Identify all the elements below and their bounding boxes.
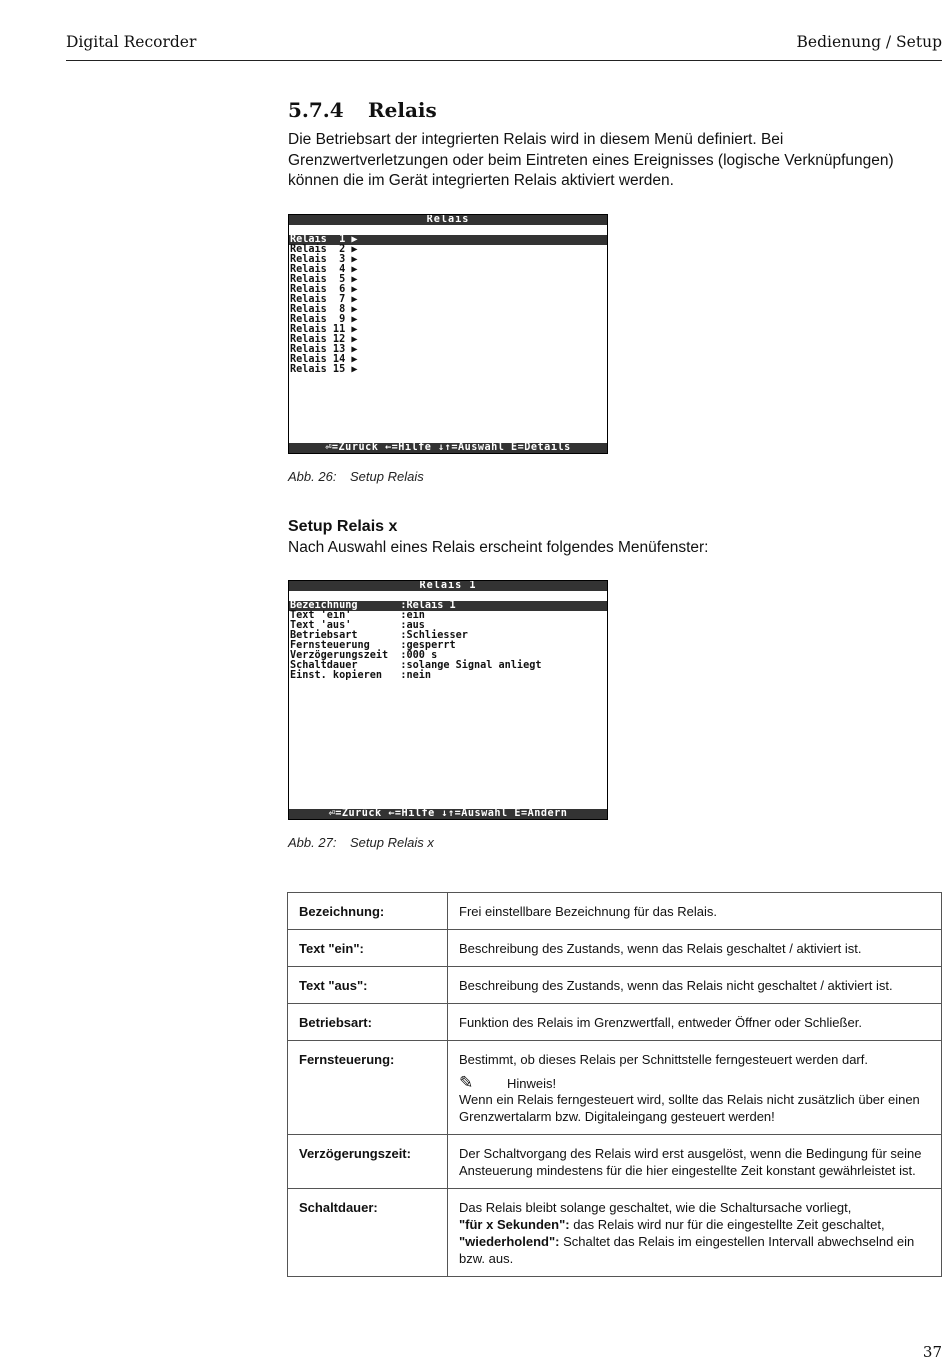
screen-title: Relais — [289, 215, 607, 225]
header-right: Bedienung / Setup — [796, 33, 942, 51]
table-row — [288, 967, 942, 1004]
table-row — [288, 1135, 942, 1189]
param-name: Fernsteuerung: — [288, 1041, 448, 1135]
param-option — [459, 1216, 930, 1233]
menu-item: Relais 14 ▶ — [290, 354, 358, 365]
option-name: "wiederholend": — [459, 1234, 560, 1249]
param-description: Beschreibung des Zustands, wenn das Relais nicht geschaltet / aktiviert ist. — [448, 967, 942, 1004]
menu-item: Verzögerungszeit :000 s — [290, 650, 438, 661]
menu-item: Bezeichnung :Relais 1 — [289, 601, 607, 611]
menu-item: Relais 8 ▶ — [290, 304, 358, 315]
section-number: 5.7.4 — [288, 98, 344, 122]
menu-item: Relais 2 ▶ — [290, 244, 358, 255]
menu-item: Text 'aus' :aus — [290, 620, 425, 631]
section-title — [288, 98, 437, 122]
table-row — [288, 1004, 942, 1041]
hint-text: Wenn ein Relais ferngesteuert wird, sollte das Relais nicht zusätzlich über einen Grenzwertalarm bzw. Digitaleingang gesteuert werden! — [459, 1092, 920, 1124]
menu-item: Relais 15 ▶ — [290, 364, 358, 375]
menu-item: Betriebsart :Schliesser — [290, 630, 468, 641]
page-header — [66, 30, 942, 61]
screen-footer: ⏎=Zurück ←=Hilfe ↓↑=Auswahl E=Details — [289, 443, 607, 453]
param-text: Das Relais bleibt solange geschaltet, wie die Schaltursache vorliegt, — [459, 1200, 852, 1215]
hint-line — [459, 1074, 930, 1091]
header-left: Digital Recorder — [66, 33, 197, 51]
pencil-note-icon: ✎ — [459, 1073, 474, 1092]
figure-caption-27 — [288, 835, 434, 850]
settings-list — [289, 601, 607, 681]
screen-footer: ⏎=Zurück ←=Hilfe ↓↑=Auswahl E=Ändern — [289, 809, 607, 819]
section-intro: Die Betriebsart der integrierten Relais wird in diesem Menü definiert. Bei Grenzwertverletzungen oder beim Eintreten eines Ereignisses (logische Verknüpfungen) können die im Gerät integrierten Relais aktiviert werden. — [288, 131, 894, 189]
subsection-text: Nach Auswahl eines Relais erscheint folgendes Menüfenster: — [288, 539, 709, 556]
parameter-table — [287, 892, 942, 1277]
table-row — [288, 893, 942, 930]
caption-number: Abb. 27: — [288, 835, 337, 850]
option-name: "für x Sekunden": — [459, 1217, 570, 1232]
param-name: Schaltdauer: — [288, 1189, 448, 1277]
menu-item: Relais 7 ▶ — [290, 294, 358, 305]
table-row — [288, 1189, 942, 1277]
menu-item: Text 'ein' :ein — [290, 610, 425, 621]
menu-list — [289, 235, 607, 375]
param-name: Bezeichnung: — [288, 893, 448, 930]
table-row — [288, 930, 942, 967]
option-text: Schaltet das Relais im eingestellen Intervall abwechselnd ein bzw. aus. — [459, 1234, 915, 1266]
table-row — [288, 1041, 942, 1135]
menu-item: Relais 5 ▶ — [290, 274, 358, 285]
figure-caption-26 — [288, 469, 424, 484]
param-description — [448, 1189, 942, 1277]
param-name: Text "ein": — [288, 930, 448, 967]
relais-detail-screen — [288, 580, 608, 820]
caption-text: Setup Relais — [350, 469, 424, 484]
param-description: Frei einstellbare Bezeichnung für das Relais. — [448, 893, 942, 930]
caption-text: Setup Relais x — [350, 835, 434, 850]
menu-item: Einst. kopieren :nein — [290, 670, 432, 681]
param-name: Betriebsart: — [288, 1004, 448, 1041]
param-description: Beschreibung des Zustands, wenn das Relais geschaltet / aktiviert ist. — [448, 930, 942, 967]
menu-item: Relais 9 ▶ — [290, 314, 358, 325]
caption-number: Abb. 26: — [288, 469, 337, 484]
subsection-title: Setup Relais x — [288, 518, 398, 535]
option-text: das Relais wird nur für die eingestellte Zeit geschaltet, — [569, 1217, 885, 1232]
param-description — [448, 1041, 942, 1135]
menu-item: Relais 4 ▶ — [290, 264, 358, 275]
relais-menu-screen — [288, 214, 608, 454]
screen-title: Relais 1 — [289, 581, 607, 591]
menu-item: Relais 11 ▶ — [290, 324, 358, 335]
menu-item: Relais 6 ▶ — [290, 284, 358, 295]
menu-item: Relais 1 ▶ — [289, 235, 607, 245]
param-name: Verzögerungszeit: — [288, 1135, 448, 1189]
param-description: Funktion des Relais im Grenzwertfall, entweder Öffner oder Schließer. — [448, 1004, 942, 1041]
page-number: 37 — [922, 1343, 942, 1361]
param-description: Der Schaltvorgang des Relais wird erst ausgelöst, wenn die Bedingung für seine Ansteuerung mindestens für die hier eingestellte Zeit konstant gewährleistet ist. — [448, 1135, 942, 1189]
menu-item: Relais 3 ▶ — [290, 254, 358, 265]
hint-label: Hinweis! — [507, 1076, 557, 1091]
menu-item: Relais 13 ▶ — [290, 344, 358, 355]
param-name: Text "aus": — [288, 967, 448, 1004]
section-title-text: Relais — [368, 98, 437, 122]
param-option — [459, 1233, 930, 1267]
menu-item: Relais 12 ▶ — [290, 334, 358, 345]
param-text: Bestimmt, ob dieses Relais per Schnittstelle ferngesteuert werden darf. — [459, 1052, 868, 1067]
menu-item: Fernsteuerung :gesperrt — [290, 640, 456, 651]
menu-item: Schaltdauer :solange Signal anliegt — [290, 660, 542, 671]
